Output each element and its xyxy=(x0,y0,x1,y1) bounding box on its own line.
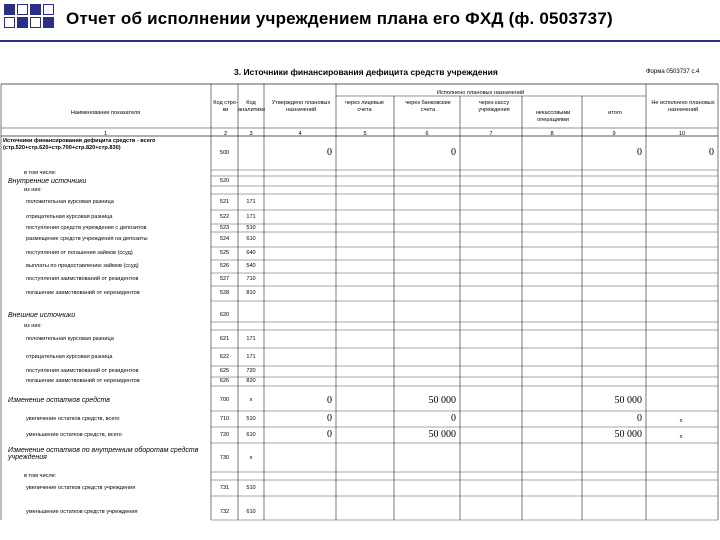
row-15-name: положительная курсовая разница xyxy=(26,335,114,342)
row-25-code: 732 xyxy=(219,509,230,515)
row-16-code: 622 xyxy=(219,353,230,360)
row-7-analytics: 510 xyxy=(246,224,256,231)
row-18-name: погашение заимствований от нерезидентов xyxy=(26,378,140,384)
form-number: Форма 0503737 с.4 xyxy=(646,69,700,75)
header-indicator-name: Наименование показателя xyxy=(70,110,141,116)
colnum-5: 5 xyxy=(363,131,367,137)
row-21-v9: 50 000 xyxy=(614,429,642,440)
header-non-cash: некассовыми операциями xyxy=(535,110,571,123)
row-17-analytics: 720 xyxy=(246,368,256,374)
row-19-v6: 50 000 xyxy=(428,394,456,406)
row-20-analytics: 510 xyxy=(246,415,256,422)
row-21-name: уменьшение остатков средств, всего xyxy=(26,431,122,438)
row-7-code: 523 xyxy=(219,224,230,231)
row-5-code: 521 xyxy=(219,198,230,205)
row-1-code: 500 xyxy=(219,149,230,156)
row-18-analytics: 820 xyxy=(246,378,256,384)
row-15-code: 621 xyxy=(219,335,230,342)
colnum-6: 6 xyxy=(425,131,429,137)
row-24-code: 731 xyxy=(219,484,230,491)
row-8-analytics: 610 xyxy=(246,236,256,242)
row-16-analytics: 171 xyxy=(246,353,256,360)
row-13-code: 620 xyxy=(219,311,230,318)
row-10-analytics: 540 xyxy=(246,263,256,269)
row-6-analytics: 171 xyxy=(246,213,256,220)
row-20-v10: x xyxy=(679,417,683,424)
header-bank-accounts: через банковские счета xyxy=(405,100,451,113)
row-10-code: 526 xyxy=(219,263,230,269)
row-12-analytics: 810 xyxy=(246,290,256,296)
row-20-name: увеличение остатков средств, всего xyxy=(26,415,120,422)
row-14-name: из них: xyxy=(24,322,42,329)
row-25-name: уменьшение остатков средств учреждения xyxy=(26,509,138,515)
row-8-code: 524 xyxy=(219,236,230,242)
slide-title: Отчет об исполнении учреждением плана его ФХД (ф. 0503737) xyxy=(66,9,613,28)
row-11-code: 527 xyxy=(219,276,230,282)
row-3-name: Внутренние источники xyxy=(8,177,87,185)
colnum-4: 4 xyxy=(298,131,302,137)
row-19-code: 700 xyxy=(219,397,230,403)
row-6-code: 522 xyxy=(219,213,230,220)
row-5-name: положительная курсовая разница xyxy=(26,198,114,205)
row-3-code: 520 xyxy=(219,177,230,184)
colnum-3: 3 xyxy=(249,131,253,137)
header-not-executed: Не исполнено плановых назначений xyxy=(651,100,715,113)
header-total: итого xyxy=(608,110,622,116)
row-17-code: 625 xyxy=(219,368,230,374)
row-9-code: 525 xyxy=(219,250,230,256)
header-personal-accounts: через лицевые счета xyxy=(345,100,384,113)
row-19-name: Изменение остатков средств xyxy=(8,397,110,404)
row-24-analytics: 510 xyxy=(246,484,256,491)
row-1-v6: 0 xyxy=(451,147,456,158)
row-1-v4: 0 xyxy=(327,147,332,158)
row-20-v9: 0 xyxy=(637,413,642,424)
colnum-9: 9 xyxy=(612,131,616,137)
colnum-10: 10 xyxy=(678,131,686,137)
colnum-8: 8 xyxy=(550,131,554,137)
colnum-1: 1 xyxy=(103,131,108,137)
row-12-code: 528 xyxy=(219,290,230,296)
row-4-name: из них: xyxy=(24,186,42,193)
row-15-analytics: 171 xyxy=(246,335,256,342)
row-19-v9: 50 000 xyxy=(614,394,642,406)
row-1-name: Источники финансирования дефицита средств - всего (стр.520+стр.620+стр.700+стр.820+стр.830) xyxy=(3,138,156,151)
row-20-v6: 0 xyxy=(451,413,456,424)
row-18-code: 626 xyxy=(219,378,230,384)
colnum-7: 7 xyxy=(489,131,493,137)
row-9-analytics: 640 xyxy=(246,250,256,256)
header-approved: Утверждено плановых назначений xyxy=(271,100,331,113)
row-6-name: отрицательная курсовая разница xyxy=(26,213,113,220)
row-19-analytics: x xyxy=(249,397,253,403)
row-8-name: размещение средств учреждения на депозиты xyxy=(26,236,148,242)
row-22-name: Изменение остатков по внутренним оборотам средств учреждения xyxy=(8,447,199,461)
row-22-analytics: x xyxy=(249,455,253,461)
row-16-name: отрицательная курсовая разница xyxy=(26,353,113,360)
colnum-2: 2 xyxy=(223,131,228,137)
row-1-v10: 0 xyxy=(709,147,714,158)
row-19-v4: 0 xyxy=(327,394,332,406)
row-5-analytics: 171 xyxy=(246,198,256,205)
row-12-name: погашение заимствований от нерезидентов xyxy=(26,290,140,296)
header-line-code: Код стро-ки xyxy=(213,100,238,113)
row-23-name: в том числе: xyxy=(24,472,57,479)
header-executed-group: Исполнено плановых назначений xyxy=(436,90,525,96)
row-1-v9: 0 xyxy=(637,147,642,158)
row-21-analytics: 610 xyxy=(246,431,256,438)
row-10-name: выплаты по предоставлению займов (ссуд) xyxy=(26,263,139,269)
header-cashbox: через кассу учреждения xyxy=(478,100,510,113)
row-13-name: Внешние источники xyxy=(8,311,76,319)
row-21-v10: x xyxy=(679,433,683,440)
row-11-analytics: 710 xyxy=(246,276,256,282)
row-21-v4: 0 xyxy=(327,429,332,440)
header-analytics-code: Код аналитики xyxy=(238,100,265,113)
row-20-code: 710 xyxy=(219,415,230,422)
row-17-name: поступления заимствований от резидентов xyxy=(26,368,139,374)
row-21-v6: 50 000 xyxy=(428,429,456,440)
row-24-name: увеличение остатков средств учреждения xyxy=(26,484,136,491)
row-11-name: поступления заимствований от резидентов xyxy=(26,276,139,282)
row-25-analytics: 610 xyxy=(246,509,256,515)
row-21-code: 720 xyxy=(219,431,230,438)
row-20-v4: 0 xyxy=(327,413,332,424)
row-2-name: в том числе: xyxy=(24,170,57,176)
section-title: 3. Источники финансирования дефицита средств учреждения xyxy=(234,67,498,77)
row-9-name: поступления от погашения займов (ссуд) xyxy=(26,250,133,256)
row-7-name: поступления средств учреждения с депозитов xyxy=(26,224,147,231)
row-22-code: 730 xyxy=(219,455,230,461)
